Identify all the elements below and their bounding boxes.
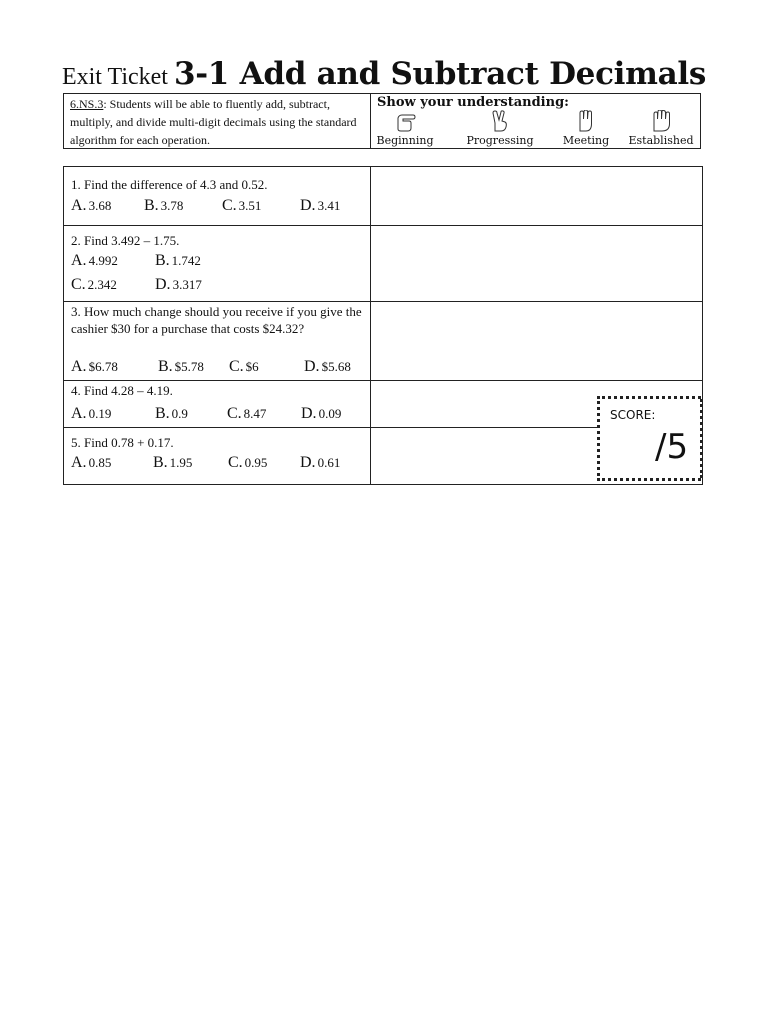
answer-choice[interactable] xyxy=(71,405,111,423)
choice-value: 0.61 xyxy=(317,455,341,470)
score-label: SCORE: xyxy=(610,408,656,422)
level-meeting[interactable] xyxy=(558,110,614,147)
choice-letter: A. xyxy=(71,358,87,375)
choice-value: $5.78 xyxy=(174,359,204,374)
question-5 xyxy=(71,434,367,451)
choice-value: 3.51 xyxy=(238,198,262,213)
question-text: Find 0.78 + 0.17. xyxy=(84,435,174,450)
choice-value: 0.9 xyxy=(171,406,188,421)
answer-choice[interactable] xyxy=(71,252,118,270)
level-established[interactable] xyxy=(627,110,695,147)
answer-choice[interactable] xyxy=(155,252,201,270)
answer-choice[interactable] xyxy=(227,405,266,423)
answer-choice[interactable] xyxy=(71,276,117,294)
three-finger-hand-icon xyxy=(558,110,614,132)
question-text: How much change should you receive if you give the cashier $30 for a purchase that costs $24.32? xyxy=(71,304,362,336)
answer-choice[interactable] xyxy=(158,358,204,376)
choice-value: 2.342 xyxy=(87,277,117,292)
choice-letter: C. xyxy=(222,197,237,214)
choice-letter: D. xyxy=(155,276,171,293)
score-box xyxy=(597,396,701,481)
answer-choice[interactable] xyxy=(153,454,192,472)
choice-letter: A. xyxy=(71,454,87,471)
score-total: /5 xyxy=(655,427,689,467)
choice-value: $6 xyxy=(245,359,259,374)
header-divider xyxy=(370,94,371,148)
understanding-title: Show your understanding: xyxy=(377,95,569,110)
row-divider xyxy=(64,225,702,226)
choice-letter: C. xyxy=(229,358,244,375)
question-number: 4. xyxy=(71,383,81,398)
choice-letter: A. xyxy=(71,197,87,214)
question-text: Find the difference of 4.3 and 0.52. xyxy=(84,177,268,192)
row-divider xyxy=(64,301,702,302)
choice-letter: D. xyxy=(300,197,316,214)
one-finger-hand-icon xyxy=(375,110,435,132)
choice-letter: B. xyxy=(153,454,168,471)
answer-choice[interactable] xyxy=(300,454,340,472)
choice-value: 0.85 xyxy=(88,455,112,470)
page-title xyxy=(0,56,768,92)
choice-letter: C. xyxy=(71,276,86,293)
question-text: Find 4.28 – 4.19. xyxy=(84,383,173,398)
answer-choice[interactable] xyxy=(228,454,267,472)
answer-choice[interactable] xyxy=(304,358,351,376)
answer-choice[interactable] xyxy=(144,197,183,215)
choice-letter: D. xyxy=(300,454,316,471)
answer-choice[interactable] xyxy=(229,358,259,376)
level-label: Beginning xyxy=(376,134,434,147)
question-number: 5. xyxy=(71,435,81,450)
answer-choice[interactable] xyxy=(300,197,340,215)
choice-value: $6.78 xyxy=(88,359,118,374)
level-label: Progressing xyxy=(466,134,534,147)
choice-letter: D. xyxy=(301,405,317,422)
choice-letter: D. xyxy=(304,358,320,375)
choice-value: 8.47 xyxy=(243,406,267,421)
choice-value: 1.742 xyxy=(171,253,201,268)
learning-standard xyxy=(70,95,370,149)
answer-choice[interactable] xyxy=(71,358,118,376)
choice-value: 0.19 xyxy=(88,406,112,421)
question-number: 1. xyxy=(71,177,81,192)
answer-choice[interactable] xyxy=(155,276,202,294)
choice-value: 3.317 xyxy=(172,277,202,292)
choice-letter: C. xyxy=(227,405,242,422)
level-beginning[interactable] xyxy=(375,110,435,147)
four-finger-hand-icon xyxy=(627,110,695,132)
choice-value: 3.68 xyxy=(88,198,112,213)
title-prefix: Exit Ticket xyxy=(61,64,168,90)
choice-letter: B. xyxy=(144,197,159,214)
question-text: Find 3.492 – 1.75. xyxy=(84,233,180,248)
standard-text: : Students will be able to fluently add, subtract, multiply, and divide multi-digit decimals using the standard algorithm for each operation. xyxy=(70,97,357,147)
choice-letter: B. xyxy=(155,252,170,269)
level-label: Meeting xyxy=(562,134,610,147)
row-divider xyxy=(64,427,597,428)
level-progressing[interactable] xyxy=(462,110,538,147)
question-1 xyxy=(71,176,367,193)
row-divider xyxy=(64,380,702,381)
choice-value: 0.95 xyxy=(244,455,268,470)
question-number: 2. xyxy=(71,233,81,248)
answer-choice[interactable] xyxy=(71,454,111,472)
two-finger-hand-icon xyxy=(462,110,538,132)
score-box-edge xyxy=(700,399,703,478)
choice-letter: A. xyxy=(71,405,87,422)
answer-choice[interactable] xyxy=(71,197,111,215)
choice-value: 1.95 xyxy=(169,455,193,470)
standard-header-box xyxy=(63,93,701,149)
choice-letter: C. xyxy=(228,454,243,471)
answer-choice[interactable] xyxy=(155,405,188,423)
answer-column-divider xyxy=(370,167,371,484)
choice-letter: B. xyxy=(155,405,170,422)
choice-value: 3.78 xyxy=(160,198,184,213)
choice-letter: A. xyxy=(71,252,87,269)
question-4 xyxy=(71,382,367,399)
answer-choice[interactable] xyxy=(301,405,341,423)
choice-value: $5.68 xyxy=(321,359,351,374)
level-label: Established xyxy=(628,134,694,147)
choice-letter: B. xyxy=(158,358,173,375)
answer-choice[interactable] xyxy=(222,197,261,215)
question-number: 3. xyxy=(71,304,81,319)
choice-value: 4.992 xyxy=(88,253,118,268)
question-2 xyxy=(71,232,367,249)
choice-value: 3.41 xyxy=(317,198,341,213)
title-main: 3-1 Add and Subtract Decimals xyxy=(173,56,707,92)
standard-code: 6.NS.3 xyxy=(70,97,104,111)
question-3 xyxy=(71,303,367,337)
choice-value: 0.09 xyxy=(318,406,342,421)
